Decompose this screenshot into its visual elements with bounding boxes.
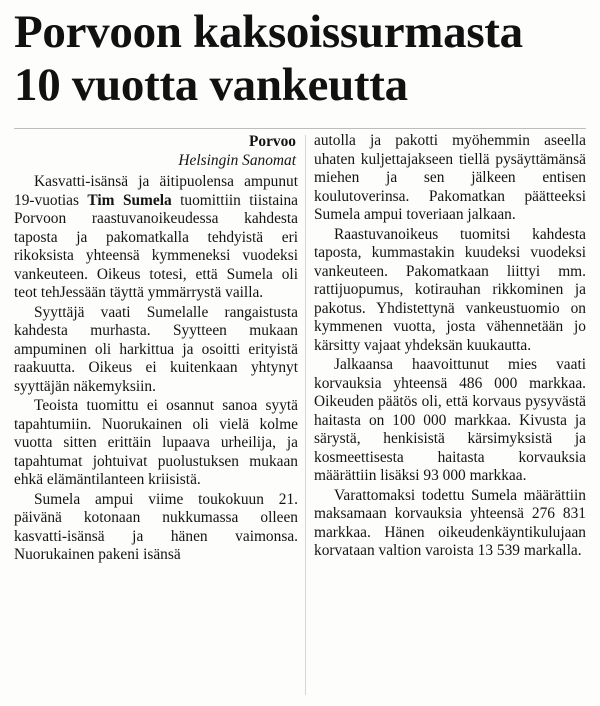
paragraph: Sumela ampui viime toukokuun 21. päivänä kotonaan nukkumassa olleen kasvatti-isänsä ja hänen vaimonsa. Nuorukainen pakeni isänsä [14,490,298,563]
paragraph: Varattomaksi todettu Sumela määrättiin maksamaan korvauksia yhteensä 276 831 markkaa. Hänen oikeudenkäyntikulujaan korvataan valtion varoista 13 539 markalla. [314,486,586,559]
text-run: tuomittiin tiistaina Porvoon raastuvanoikeudessa kahdesta taposta ja pakomatkalla tehdyistä eri rikoksista yhteensä kymmeneksi vuodeksi vankeuteen. Oikeus totesi, että Sumela oli teot tehJessään täyttä ymmärrystä vailla. [14,191,298,301]
headline-rule [14,128,586,129]
column-divider [305,135,306,695]
headline-line-1: Porvoon kaksoissurmasta [14,6,523,58]
dateline: Porvoo [248,133,296,150]
headline [14,6,594,112]
paragraph: Teoista tuomittu ei osannut sanoa syytä tapahtumiin. Nuorukainen oli vielä kolme vuotta sitten erittäin lupaava urheilija, ja tapahtumat johtuivat puolustuksen mukaan ehkä elämäntilanteen kriisistä. [14,397,298,488]
paragraph-continued: autolla ja pakotti myöhemmin aseella uhaten kuljettajakseen tiellä pysäyttämänsä miehen ja sen jälkeen entisen koulutoverinsa. Pakomatkan päätteeksi Sumela ampui toveriaan jalkaan. [314,132,586,223]
paragraph: Syyttäjä vaati Sumelalle rangaistusta kahdesta murhasta. Syytteen mukaan ampuminen oli harkittua ja osoitti erityistä raakuutta. Oikeus ei kuitenkaan yhtynyt syyttäjän näkemyksiin. [14,303,298,395]
person-name: Tim Sumela [87,191,172,209]
left-column [14,132,298,565]
headline-line-2: 10 vuotta vankeutta [14,59,408,111]
byline [14,132,298,170]
text-run: Kasvatti-isänsä ja äitipuolensa ampunut 19-vuotias [14,173,298,209]
right-column [314,132,586,561]
paragraph: Jalkaansa haavoittunut mies vaati korvauksia yhteensä 486 000 markkaa. Oikeuden päätös oli, että korvaus pysyvästä haitasta on 100 000 markkaa. Kivusta ja särystä, henkisistä kärsimyksistä ja kosmeettisesta haitasta korvauksia määrättiin lisäksi 93 000 markkaa. [314,356,586,484]
paragraph: Raastuvanoikeus tuomitsi kahdesta taposta, kummastakin kuudeksi vuodeksi vankeuteen. Pakomatkaan liittyi mm. rattijuopumus, kotirauhan rikkominen ja pakotus. Yhdistettynä vankeustuomio on kymmenen vuotta, josta vähennetään jo kärsitty vajaat yhdeksän kuukautta. [314,225,586,354]
source-credit: Helsingin Sanomat [178,152,296,169]
paragraph [14,173,298,303]
